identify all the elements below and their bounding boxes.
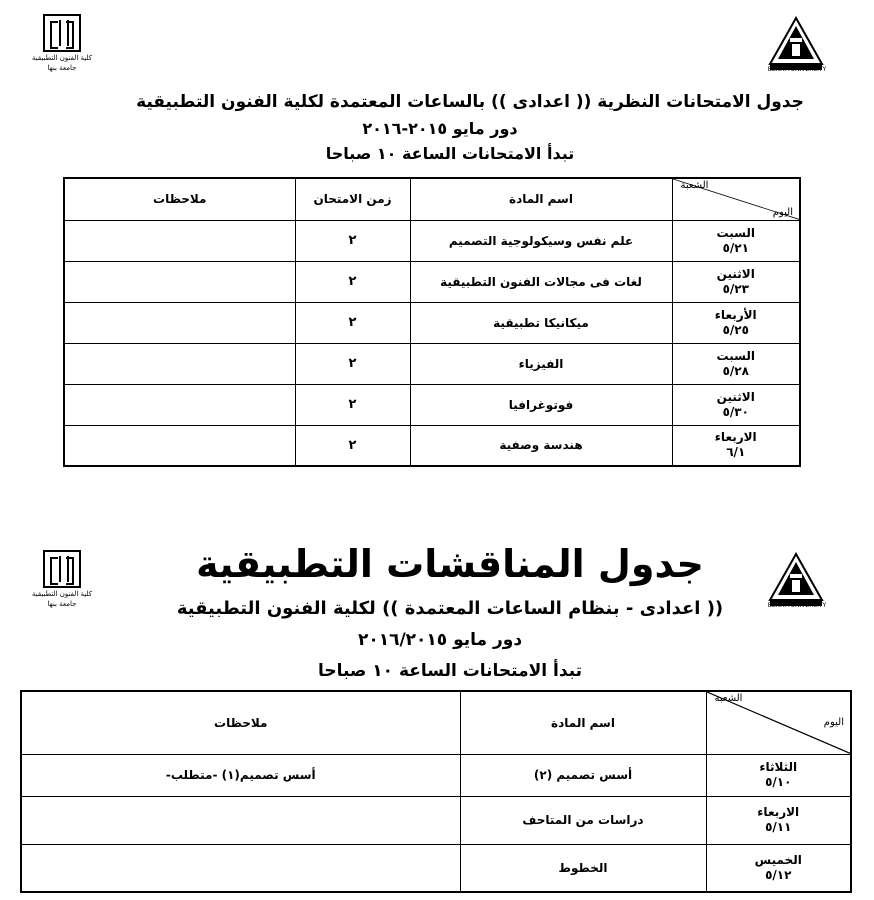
table-row xyxy=(21,796,851,844)
row-day xyxy=(706,796,851,844)
row-notes xyxy=(64,343,295,384)
section2-session: دور مايو ٢٠١٦/٢٠١٥ xyxy=(357,630,523,650)
row-subject: دراسات من المتاحف xyxy=(460,796,706,844)
table-row xyxy=(64,220,800,261)
university-logo-caption: BENHA UNIVERSITY xyxy=(767,602,827,609)
row-duration: ٢ xyxy=(295,343,410,384)
header-subject: اسم المادة xyxy=(460,691,706,754)
row-subject: الخطوط xyxy=(460,844,706,892)
row-notes xyxy=(64,220,295,261)
table-row xyxy=(64,302,800,343)
row-notes xyxy=(64,384,295,425)
row-day-name: الثلاثاء xyxy=(759,760,798,774)
row-date: ٥/١٠ xyxy=(765,775,792,789)
header-notes: ملاحظات xyxy=(64,178,295,220)
row-subject: لغات فى مجالات الفنون التطبيقية xyxy=(410,261,672,302)
row-date: ٥/٢٥ xyxy=(722,322,749,337)
row-date: ٥/٢١ xyxy=(722,240,749,255)
row-day xyxy=(672,261,800,302)
section2-title: جدول المناقشات التطبيقية xyxy=(196,542,704,586)
university-logo-caption: BENHA UNIVERSITY xyxy=(767,66,827,73)
header-corner-day: اليوم xyxy=(823,716,844,728)
row-day-name: الاربعاء xyxy=(757,805,800,819)
header-corner-day: اليوم xyxy=(772,206,793,218)
table-row xyxy=(21,754,851,796)
row-subject: أسس تصميم (٢) xyxy=(460,754,706,796)
table-header-row xyxy=(21,691,851,754)
row-day xyxy=(706,844,851,892)
header-notes: ملاحظات xyxy=(21,691,460,754)
section1-session: دور مايو ٢٠١٥-٢٠١٦ xyxy=(362,119,518,138)
row-subject: علم نفس وسيكولوجية التصميم xyxy=(410,220,672,261)
table-row xyxy=(64,343,800,384)
row-day-name: الخميس xyxy=(754,852,802,867)
row-notes xyxy=(64,261,295,302)
row-day-name: السبت xyxy=(716,348,755,363)
row-notes xyxy=(64,425,295,466)
row-day-name: الاثنين xyxy=(716,389,755,404)
row-day-name: الأربعاء xyxy=(714,307,757,322)
faculty-logo-caption-2: جامعة بنها xyxy=(47,600,77,608)
table-row xyxy=(21,844,851,892)
row-day xyxy=(706,754,851,796)
row-duration: ٢ xyxy=(295,425,410,466)
row-notes: أسس تصميم(١) -متطلب- xyxy=(21,754,460,796)
row-duration: ٢ xyxy=(295,302,410,343)
row-duration: ٢ xyxy=(295,220,410,261)
header-corner-division: الشعبة xyxy=(680,180,709,191)
row-day-name: الاربعاء xyxy=(714,430,757,445)
section2-discussion-table xyxy=(20,690,852,893)
row-notes xyxy=(21,796,460,844)
header-duration: زمن الامتحان xyxy=(295,178,410,220)
section1-title: جدول الامتحانات النظرية (( اعدادى )) بالساعات المعتمدة لكلية الفنون التطبيقية xyxy=(136,92,804,112)
faculty-logo-caption-1: كلية الفنون التطبيقية xyxy=(31,590,93,598)
row-date: ٦/١ xyxy=(726,445,746,460)
header-corner-division: الشعبة xyxy=(714,693,743,704)
university-logo-icon xyxy=(766,550,826,610)
header-corner xyxy=(706,691,851,754)
row-day-name: السبت xyxy=(716,225,755,240)
table-row xyxy=(64,261,800,302)
row-date: ٥/١١ xyxy=(765,820,792,834)
row-day xyxy=(672,343,800,384)
row-date: ٥/١٢ xyxy=(765,867,792,882)
section1-exam-table xyxy=(63,177,801,467)
row-duration: ٢ xyxy=(295,261,410,302)
table-row xyxy=(64,384,800,425)
faculty-logo-icon xyxy=(43,550,81,588)
row-date: ٥/٣٠ xyxy=(722,404,749,419)
row-notes xyxy=(21,844,460,892)
row-day xyxy=(672,384,800,425)
row-subject: هندسة وصفية xyxy=(410,425,672,466)
row-day-name: الاثنين xyxy=(716,266,755,281)
row-subject: الفيزياء xyxy=(410,343,672,384)
faculty-logo-2 xyxy=(30,550,94,608)
row-notes xyxy=(64,302,295,343)
faculty-logo-caption-1: كلية الفنون التطبيقية xyxy=(31,54,93,62)
row-subject: ميكانيكا تطبيقية xyxy=(410,302,672,343)
section2-start-time: تبدأ الامتحانات الساعة ١٠ صباحا xyxy=(317,661,583,681)
header-subject: اسم المادة xyxy=(410,178,672,220)
row-subject: فوتوغرافيا xyxy=(410,384,672,425)
row-day xyxy=(672,425,800,466)
faculty-logo-caption-2: جامعة بنها xyxy=(47,64,77,72)
row-date: ٥/٢٨ xyxy=(722,363,749,378)
row-duration: ٢ xyxy=(295,384,410,425)
university-logo-icon xyxy=(766,14,826,74)
section2-subtitle: (( اعدادى - بنظام الساعات المعتمدة )) لكلية الفنون التطبيقية xyxy=(176,598,724,619)
row-day xyxy=(672,302,800,343)
row-day xyxy=(672,220,800,261)
table-header-row xyxy=(64,178,800,220)
section1-start-time: تبدأ الامتحانات الساعة ١٠ صباحا xyxy=(325,144,575,163)
row-date: ٥/٢٣ xyxy=(722,281,749,296)
header-corner xyxy=(672,178,800,220)
faculty-logo xyxy=(30,14,94,72)
table-row xyxy=(64,425,800,466)
faculty-logo-icon xyxy=(43,14,81,52)
